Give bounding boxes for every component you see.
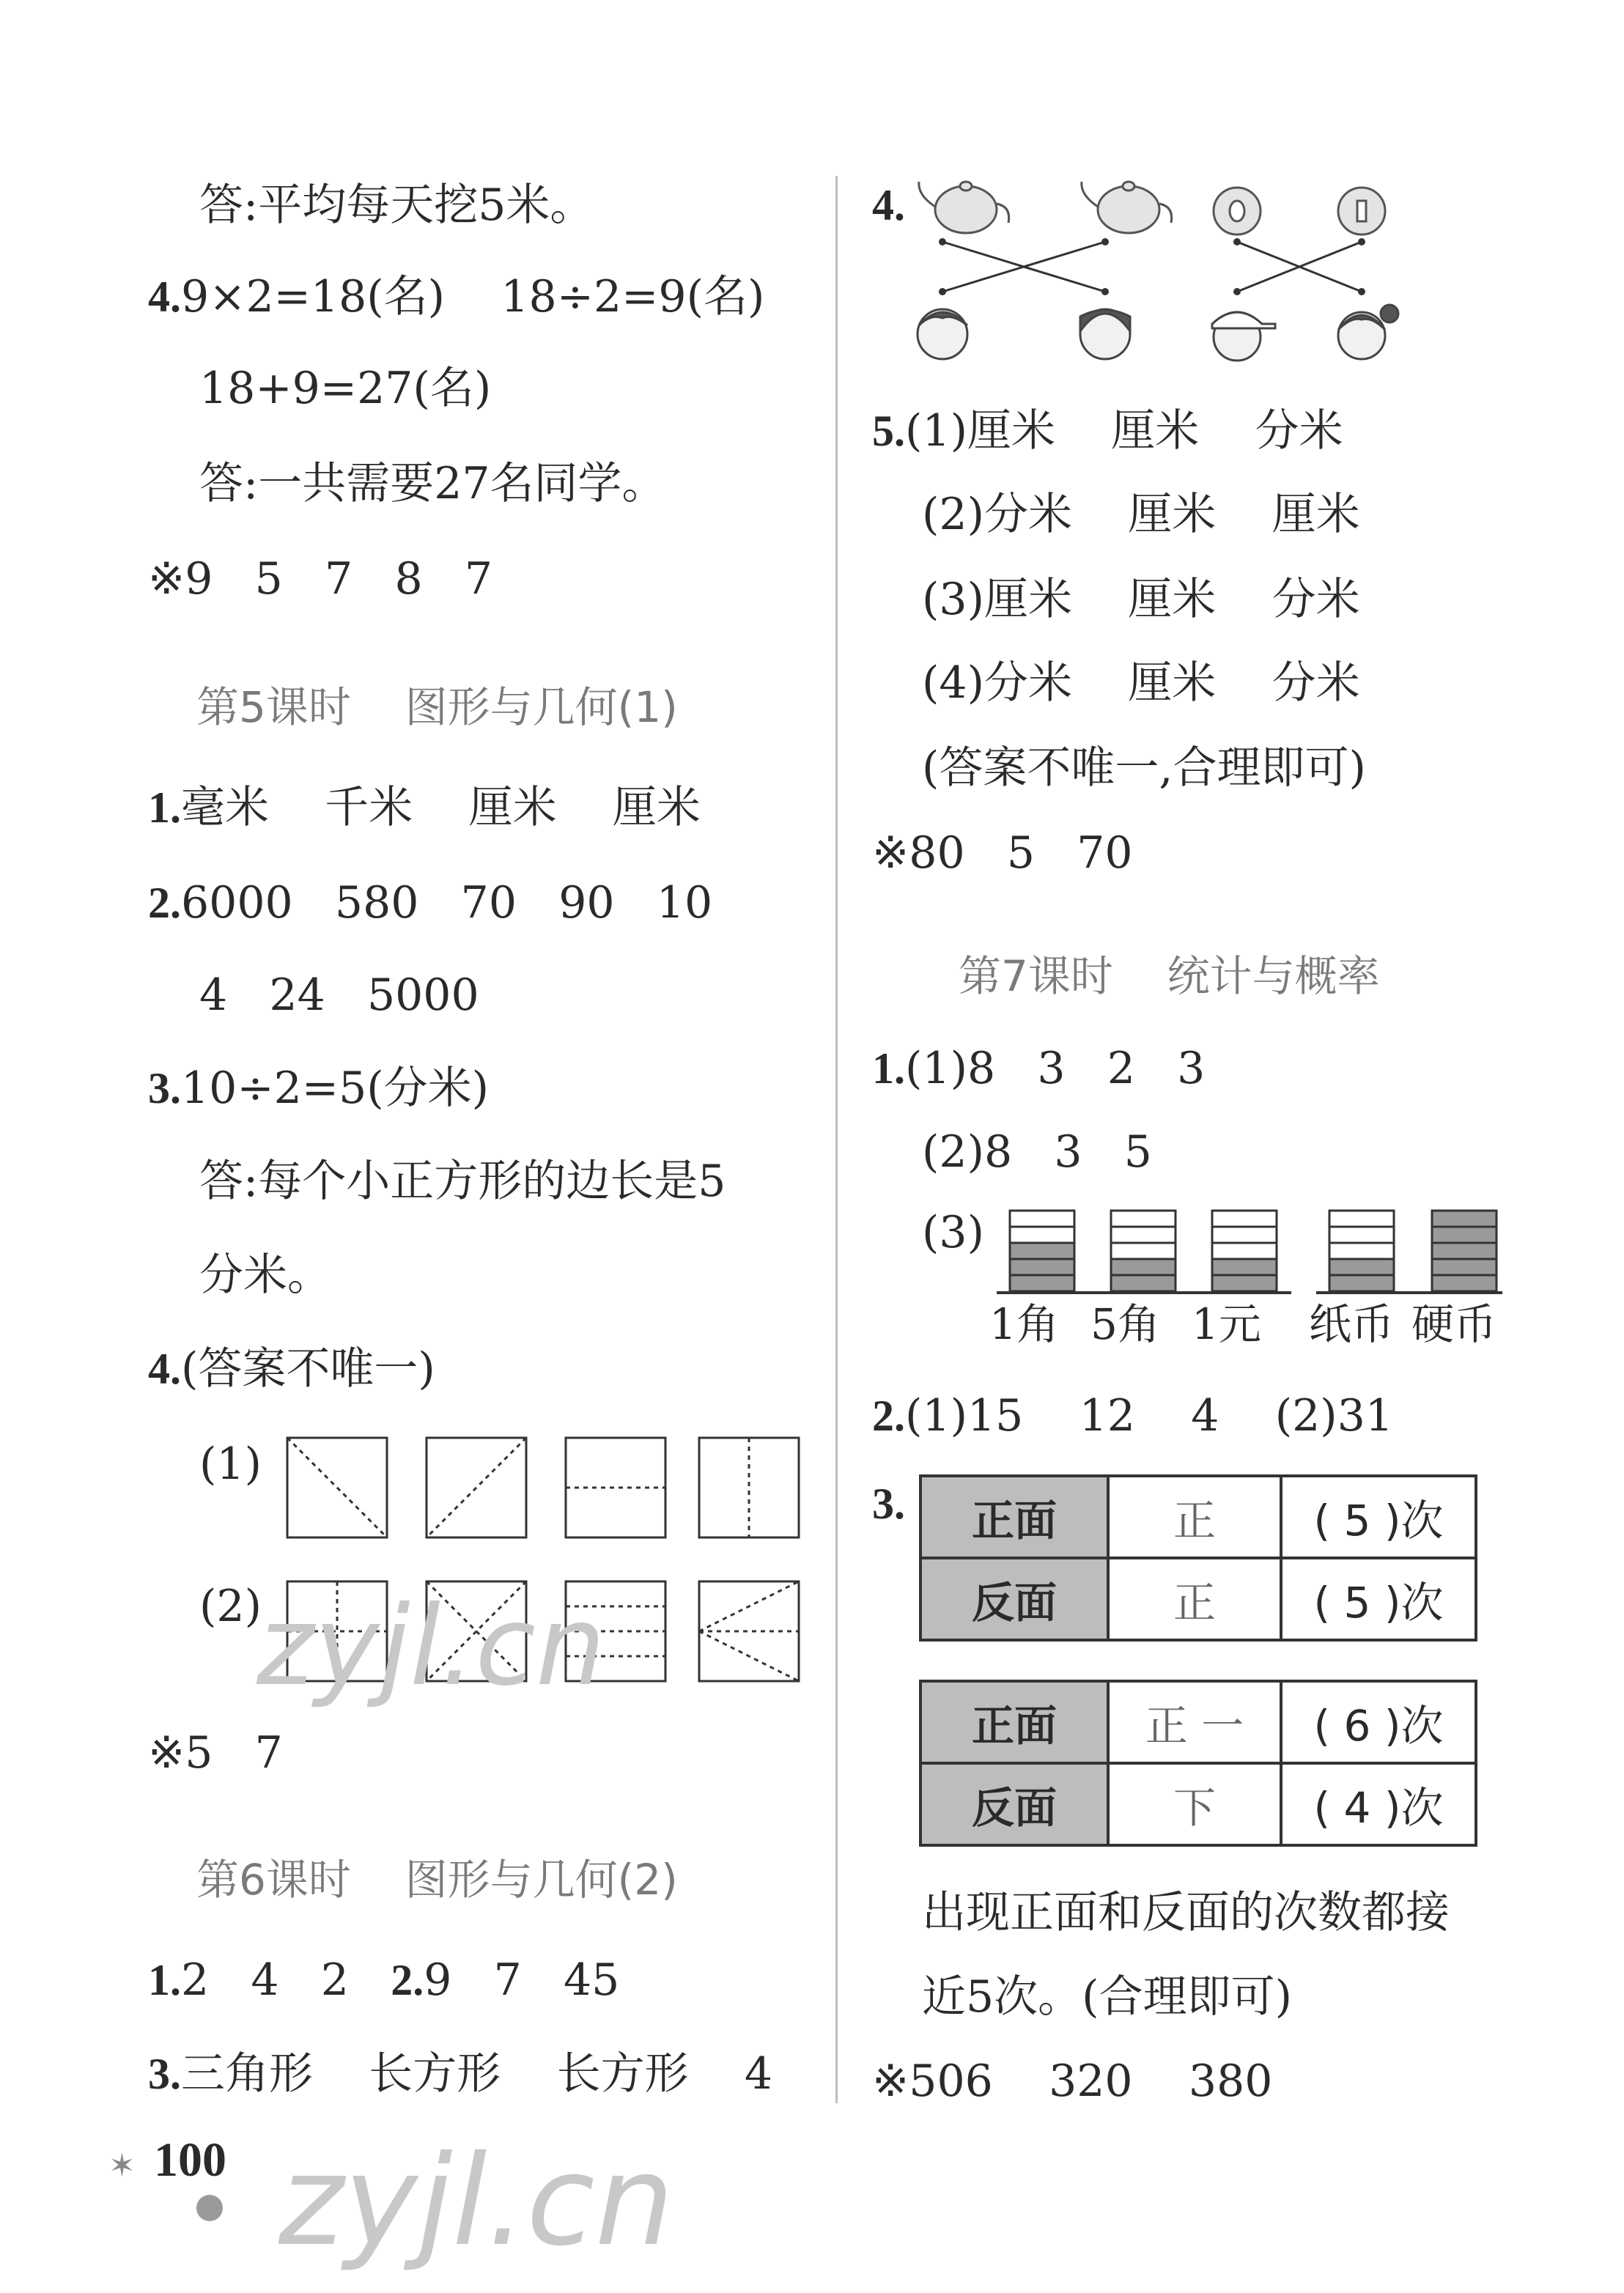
tally-bar <box>1329 1211 1394 1291</box>
dashed-diagonal <box>427 1438 526 1537</box>
bar-labels <box>989 1299 1517 1357</box>
row-label: 正面 <box>920 1476 1108 1558</box>
empty-cell <box>1329 1211 1394 1227</box>
answer-note: (答案不唯一,合理即可) <box>922 742 1366 794</box>
empty-cell <box>1111 1211 1175 1227</box>
count-cell: ( 5 )次 <box>1281 1558 1476 1640</box>
teapot-icon <box>919 182 1009 233</box>
row-label: 正面 <box>920 1681 1108 1763</box>
answer-text: (1)15 12 4 (2)31 <box>905 1390 1394 1441</box>
tally-bar <box>1010 1211 1074 1291</box>
section-heading: 第6课时 图形与几何(2) <box>196 1855 678 1905</box>
teapot-top-view-icon <box>1338 188 1385 235</box>
bonus-answer: ※80 5 70 <box>872 827 1133 879</box>
bonus-answer: ※9 5 7 8 7 <box>148 553 493 605</box>
tally-table-2 <box>919 1680 1477 1847</box>
empty-cell <box>1212 1227 1277 1243</box>
question-1-2 <box>148 1951 619 2009</box>
child-face-icon <box>1338 305 1398 359</box>
question-number: 2. <box>872 1392 905 1440</box>
conclusion-line: 近5次。(合理即可) <box>922 1971 1292 2023</box>
shaded-cell <box>1111 1259 1175 1275</box>
tally-mark: 下 <box>1108 1763 1281 1845</box>
answer-text: 9 7 45 <box>424 1954 620 2006</box>
question-number: 1. <box>148 783 181 832</box>
part-label: (1) <box>199 1439 262 1490</box>
section-heading: 第5课时 图形与几何(1) <box>196 682 678 732</box>
question-number: 3. <box>872 1480 905 1528</box>
square-figure <box>699 1438 799 1537</box>
question-number: 2. <box>391 1956 424 2004</box>
question-number: 1. <box>872 1044 905 1093</box>
shaded-cell <box>1010 1243 1074 1259</box>
question-number: 4. <box>148 1345 181 1393</box>
question-number: 4. <box>148 273 181 321</box>
answer-line: 答:一共需要27名同学。 <box>199 458 666 509</box>
empty-cell <box>1212 1243 1277 1259</box>
answer-text: (答案不唯一) <box>181 1343 435 1395</box>
answer-line: (3)厘米 厘米 分米 <box>922 574 1360 625</box>
conclusion-line: 出现正面和反面的次数都接 <box>922 1887 1450 1938</box>
shaded-cell <box>1111 1275 1175 1291</box>
empty-cell <box>1010 1211 1074 1227</box>
answer-line: 4 24 5000 <box>199 970 479 1021</box>
shaded-cell <box>1212 1275 1277 1291</box>
teapot-icon <box>1082 182 1172 233</box>
shaded-cell <box>1212 1259 1277 1275</box>
question-5 <box>872 402 1343 460</box>
count-cell: ( 4 )次 <box>1281 1763 1476 1845</box>
answer-line: 分米。 <box>199 1249 331 1301</box>
row-label: 反面 <box>920 1763 1108 1845</box>
page-number: 100 <box>154 2133 226 2187</box>
bar-label: 1角 <box>989 1299 1059 1349</box>
answer-text: 9×2=18(名) 18÷2=9(名) <box>181 271 765 322</box>
question-1 <box>872 1039 1205 1098</box>
tally-bar <box>1432 1211 1496 1291</box>
empty-cell <box>1111 1227 1175 1243</box>
empty-cell <box>1329 1243 1394 1259</box>
tally-mark: 正 <box>1108 1558 1281 1640</box>
bar-label: 纸币 <box>1309 1299 1395 1349</box>
question-2 <box>872 1386 1393 1445</box>
dashed-diagonal <box>699 1581 799 1631</box>
answer-line: 答:平均每天挖5米。 <box>199 180 594 231</box>
table-row <box>920 1476 1476 1558</box>
answer-text: (1)8 3 2 3 <box>905 1043 1206 1094</box>
answer-text: 三角形 长方形 长方形 4 <box>181 2048 773 2100</box>
dot-decoration <box>196 2195 223 2221</box>
shaded-cell <box>1432 1259 1496 1275</box>
question-number: 2. <box>148 879 181 927</box>
bar-label: 5角 <box>1090 1299 1160 1349</box>
answer-text: 10÷2=5(分米) <box>181 1063 490 1114</box>
dashed-diagonal <box>287 1438 387 1537</box>
count-cell: ( 6 )次 <box>1281 1681 1476 1763</box>
bar-label: 1元 <box>1192 1299 1261 1349</box>
shaded-cell <box>1010 1275 1074 1291</box>
answer-line: 答:每个小正方形的边长是5 <box>199 1156 726 1207</box>
answer-line: 18+9=27(名) <box>199 363 492 414</box>
empty-cell <box>1212 1211 1277 1227</box>
part-label: (2) <box>199 1581 262 1632</box>
answer-line: (4)分米 厘米 分米 <box>922 657 1360 709</box>
question-3 <box>148 2045 772 2103</box>
answer-text: 6000 580 70 90 10 <box>181 877 713 928</box>
tally-bar <box>1111 1211 1175 1291</box>
dashed-diagonal <box>699 1631 799 1681</box>
watermark: zyjl.cn <box>256 1583 606 1710</box>
bonus-answer: ※5 7 <box>148 1727 283 1779</box>
matching-figure <box>909 174 1422 372</box>
question-number: 4. <box>872 181 905 229</box>
table-row <box>920 1763 1476 1845</box>
question-number: 1. <box>148 1956 181 2004</box>
child-face-icon <box>918 309 967 359</box>
teapot-top-view-icon <box>1214 188 1261 235</box>
empty-cell <box>1010 1227 1074 1243</box>
watermark: zyjl.cn <box>278 2129 674 2274</box>
bar-label: 硬币 <box>1411 1299 1497 1349</box>
square-figure <box>699 1581 799 1681</box>
part-label: (3) <box>922 1207 984 1258</box>
bonus-answer: ※506 320 380 <box>872 2056 1273 2107</box>
count-cell: ( 5 )次 <box>1281 1476 1476 1558</box>
tally-mark: 正 <box>1108 1476 1281 1558</box>
empty-cell <box>1329 1227 1394 1243</box>
square-figure <box>566 1438 665 1537</box>
answer-line: (2)分米 厘米 厘米 <box>922 489 1360 540</box>
child-face-icon <box>1080 309 1130 359</box>
shaded-cell <box>1432 1243 1496 1259</box>
match-lines <box>942 242 1362 292</box>
question-number: 5. <box>872 407 905 455</box>
tally-bar-graph <box>989 1202 1517 1304</box>
child-with-cap-icon <box>1212 312 1275 361</box>
tally-table-1 <box>919 1474 1477 1642</box>
empty-cell <box>1111 1243 1175 1259</box>
table-row <box>920 1681 1476 1763</box>
answer-text: 2 4 2 <box>181 1954 349 2006</box>
shaded-cell <box>1432 1211 1496 1227</box>
question-number: 3. <box>148 1064 181 1112</box>
tally-mark: 正 一 <box>1108 1681 1281 1763</box>
star-decoration-icon: ✶ <box>108 2147 136 2185</box>
answer-line: (2)8 3 5 <box>922 1126 1152 1178</box>
tally-bar <box>1212 1211 1277 1291</box>
answer-text: 毫米 千米 厘米 厘米 <box>181 782 701 833</box>
answer-text: (1)厘米 厘米 分米 <box>905 405 1343 457</box>
shaded-cell <box>1010 1259 1074 1275</box>
shaded-cell <box>1329 1275 1394 1291</box>
shaded-cell <box>1432 1227 1496 1243</box>
row-label: 反面 <box>920 1558 1108 1640</box>
shaded-cell <box>1432 1275 1496 1291</box>
shaded-cell <box>1329 1259 1394 1275</box>
table-row <box>920 1558 1476 1640</box>
section-heading: 第7课时 统计与概率 <box>959 951 1380 1001</box>
question-number: 3. <box>148 2050 181 2098</box>
